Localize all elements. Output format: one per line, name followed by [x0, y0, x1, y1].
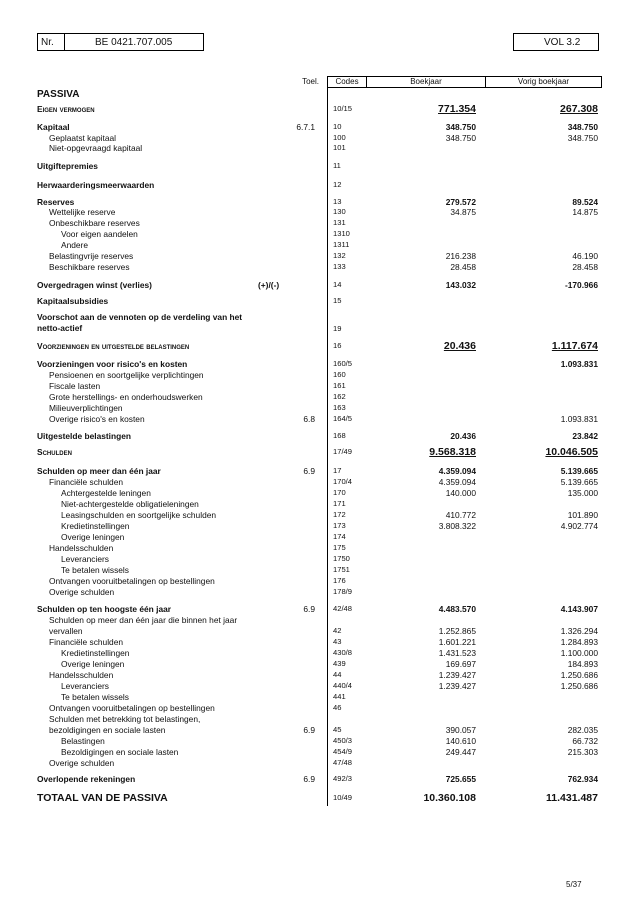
row-code: 492/3 [333, 774, 353, 783]
nr-label: Nr. [41, 37, 54, 48]
value-boekjaar: 140.000 [445, 488, 476, 498]
table-row [0, 587, 638, 597]
value-boekjaar: 169.697 [445, 659, 476, 669]
row-code: 44 [333, 670, 342, 679]
row-label: Schulden op meer dan één jaar [37, 466, 161, 476]
value-boekjaar: 34.875 [450, 207, 476, 217]
row-code: 47/48 [333, 758, 353, 767]
form-code-box [513, 33, 599, 51]
row-code: 130 [333, 207, 346, 216]
table-row [0, 392, 638, 402]
value-vorig-boekjaar: 1.093.831 [560, 414, 598, 424]
row-code: 450/3 [333, 736, 353, 745]
table-row [0, 197, 638, 207]
table-row [0, 359, 638, 369]
value-boekjaar: 348.750 [445, 122, 476, 132]
table-row [0, 312, 638, 334]
row-label: Uitgestelde belastingen [37, 431, 132, 441]
table-row [0, 431, 638, 441]
row-code: 42/48 [333, 604, 353, 613]
row-label: Voorzieningen voor risico's en kosten [37, 359, 188, 369]
row-label: Leveranciers [61, 681, 109, 691]
table-row [0, 576, 638, 586]
value-vorig-boekjaar: 4.902.774 [560, 521, 598, 531]
row-label: Overige schulden [49, 587, 115, 597]
table-row [0, 637, 638, 647]
table-row [0, 543, 638, 553]
row-code: 173 [333, 521, 346, 530]
row-label: Ontvangen vooruitbetalingen op bestellingen [49, 703, 215, 713]
table-row [0, 747, 638, 757]
value-boekjaar: 4.359.094 [438, 466, 476, 476]
row-label: Handelsschulden [49, 670, 114, 680]
table-row [0, 670, 638, 680]
row-code: 441 [333, 692, 346, 701]
value-vorig-boekjaar: 348.750 [567, 122, 598, 132]
row-label: Ontvangen vooruitbetalingen op bestellingen [49, 576, 215, 586]
value-vorig-boekjaar: 28.458 [572, 262, 598, 272]
value-vorig-boekjaar: 282.035 [567, 725, 598, 735]
row-code: 1750 [333, 554, 350, 563]
table-row [0, 251, 638, 261]
row-code: 1751 [333, 565, 350, 574]
value-boekjaar: 1.239.427 [438, 670, 476, 680]
row-label: Kapitaalsubsidies [37, 296, 109, 306]
value-vorig-boekjaar: 5.139.665 [560, 466, 598, 476]
row-label: Wettelijke reserve [49, 207, 116, 217]
row-label: Kredietinstellingen [61, 521, 130, 531]
row-label: Beschikbare reserves [49, 262, 130, 272]
value-vorig-boekjaar: 4.143.907 [560, 604, 598, 614]
table-row [0, 381, 638, 391]
row-label: Overige leningen [61, 659, 125, 669]
row-code: 160 [333, 370, 346, 379]
row-code: 171 [333, 499, 346, 508]
row-code: 10 [333, 122, 342, 131]
col-vorig-boekjaar: Vorig boekjaar [485, 76, 602, 88]
row-code: 19 [333, 324, 342, 333]
row-code: 13 [333, 197, 342, 206]
value-vorig-boekjaar: 1.093.831 [560, 359, 598, 369]
table-row [0, 414, 638, 424]
row-code: 131 [333, 218, 346, 227]
table-row [0, 692, 638, 702]
row-label: Herwaarderingsmeerwaarden [37, 180, 155, 190]
row-label: Schulden op ten hoogste één jaar [37, 604, 172, 614]
row-code: 133 [333, 262, 346, 271]
toelichting-ref: 6.9 [303, 604, 315, 614]
row-code: 1310 [333, 229, 350, 238]
row-code: 43 [333, 637, 342, 646]
value-boekjaar: 4.483.570 [438, 604, 476, 614]
row-code: 12 [333, 180, 342, 189]
company-number-box [64, 33, 204, 51]
value-vorig-boekjaar: 135.000 [567, 488, 598, 498]
row-code: 101 [333, 143, 346, 152]
col-boekjaar: Boekjaar [366, 76, 486, 88]
row-label: TOTAAL VAN DE PASSIVA [37, 792, 168, 804]
table-row [0, 161, 638, 171]
table-row [0, 122, 638, 132]
value-boekjaar: 20.436 [443, 340, 476, 352]
row-label: Te betalen wissels [61, 565, 129, 575]
value-boekjaar: 140.610 [445, 736, 476, 746]
row-label: Fiscale lasten [49, 381, 101, 391]
row-label: Kapitaal [37, 122, 70, 132]
row-code: 10/15 [333, 104, 353, 113]
row-code: 100 [333, 133, 346, 142]
value-vorig-boekjaar: 66.732 [572, 736, 598, 746]
row-label: Voorzieningen en uitgestelde belastingen [37, 341, 190, 351]
value-vorig-boekjaar: 1.326.294 [560, 626, 598, 636]
row-label: Geplaatst kapitaal [49, 133, 117, 143]
value-boekjaar: 279.572 [445, 197, 476, 207]
row-code: 440/4 [333, 681, 353, 690]
value-boekjaar: 1.239.427 [438, 681, 476, 691]
row-label: Niet-opgevraagd kapitaal [49, 143, 143, 153]
company-number: BE 0421.707.005 [95, 37, 173, 48]
row-label: Milieuverplichtingen [49, 403, 123, 413]
row-code: 17/49 [333, 447, 353, 456]
row-label: Te betalen wissels [61, 692, 129, 702]
toelichting-ref: 6.8 [303, 414, 315, 424]
table-row [0, 554, 638, 564]
table-row [0, 143, 638, 153]
value-boekjaar: 3.808.322 [438, 521, 476, 531]
row-code: 17 [333, 466, 342, 475]
row-code: 430/8 [333, 648, 353, 657]
table-row [0, 510, 638, 520]
table-row [0, 714, 638, 736]
table-row [0, 736, 638, 746]
toelichting-ref: 6.7.1 [296, 122, 315, 132]
value-boekjaar: 771.354 [438, 103, 476, 115]
page-number: 5/37 [566, 880, 582, 889]
row-label: Schulden met betrekking tot belastingen, [49, 714, 201, 724]
value-boekjaar: 725.655 [445, 774, 476, 784]
row-label: Belastingvrije reserves [49, 251, 134, 261]
table-row [0, 648, 638, 658]
row-code: 45 [333, 725, 342, 734]
row-label: Financiële schulden [49, 637, 124, 647]
row-label: Andere [61, 240, 89, 250]
row-code: 178/9 [333, 587, 353, 596]
row-label: Belastingen [61, 736, 105, 746]
table-row [0, 774, 638, 784]
row-code: 163 [333, 403, 346, 412]
table-row [0, 218, 638, 228]
row-label: Leasingschulden en soortgelijke schulden [61, 510, 217, 520]
value-vorig-boekjaar: 5.139.665 [560, 477, 598, 487]
table-row [0, 604, 638, 614]
table-row [0, 488, 638, 498]
row-label: Overige schulden [49, 758, 115, 768]
table-row [0, 615, 638, 637]
row-label: Voorschot aan de vennoten op de verdeling van het [37, 312, 243, 322]
row-label: Bezoldigingen en sociale lasten [61, 747, 179, 757]
row-label: Uitgiftepremies [37, 161, 98, 171]
value-vorig-boekjaar: 14.875 [572, 207, 598, 217]
row-code: 14 [333, 280, 342, 289]
row-label: Handelsschulden [49, 543, 114, 553]
value-boekjaar: 390.057 [445, 725, 476, 735]
table-row [0, 758, 638, 768]
row-code: 170/4 [333, 477, 353, 486]
row-label: Overige leningen [61, 532, 125, 542]
toelichting-ref: 6.9 [303, 466, 315, 476]
value-vorig-boekjaar: 46.190 [572, 251, 598, 261]
row-code: 46 [333, 703, 342, 712]
row-label-continued: bezoldigingen en sociale lasten [49, 725, 166, 735]
row-label: Pensioenen en soortgelijke verplichtingen [49, 370, 204, 380]
table-row [0, 229, 638, 239]
row-label: Overgedragen winst (verlies) [37, 280, 152, 290]
table-row [0, 180, 638, 190]
table-row [0, 521, 638, 531]
value-vorig-boekjaar: 762.934 [567, 774, 598, 784]
row-code: 175 [333, 543, 346, 552]
row-code: 42 [333, 626, 342, 635]
table-row [0, 659, 638, 669]
table-row [0, 403, 638, 413]
row-code: 454/9 [333, 747, 353, 756]
row-code: 10/49 [333, 793, 353, 802]
table-row [0, 104, 638, 114]
row-label: Schulden op meer dan één jaar die binnen het jaar [49, 615, 238, 625]
table-row [0, 370, 638, 380]
value-vorig-boekjaar: 11.431.487 [546, 792, 598, 804]
value-vorig-boekjaar: 215.303 [567, 747, 598, 757]
value-vorig-boekjaar: 23.842 [572, 431, 598, 441]
row-label: Onbeschikbare reserves [49, 218, 140, 228]
value-vorig-boekjaar: 184.893 [567, 659, 598, 669]
value-vorig-boekjaar: 1.250.686 [560, 670, 598, 680]
row-code: 439 [333, 659, 346, 668]
row-label: Eigen vermogen [37, 104, 95, 114]
row-label: Schulden [37, 447, 72, 457]
row-label: Niet-achtergestelde obligatieleningen [61, 499, 199, 509]
row-label: Voor eigen aandelen [61, 229, 138, 239]
table-row [0, 296, 638, 306]
row-code: 176 [333, 576, 346, 585]
value-boekjaar: 1.431.523 [438, 648, 476, 658]
table-row [0, 499, 638, 509]
sign-indicator: (+)/(-) [258, 280, 280, 290]
row-label: Reserves [37, 197, 75, 207]
table-row [0, 565, 638, 575]
row-code: 160/5 [333, 359, 353, 368]
value-vorig-boekjaar: -170.966 [564, 280, 598, 290]
row-code: 161 [333, 381, 346, 390]
row-code: 168 [333, 431, 346, 440]
value-boekjaar: 20.436 [450, 431, 476, 441]
table-row [0, 262, 638, 272]
value-vorig-boekjaar: 1.117.674 [551, 340, 598, 352]
table-row [0, 532, 638, 542]
value-vorig-boekjaar: 89.524 [572, 197, 598, 207]
row-label-continued: vervallen [49, 626, 83, 636]
value-boekjaar: 216.238 [445, 251, 476, 261]
table-row [0, 240, 638, 250]
table-row [0, 133, 638, 143]
value-vorig-boekjaar: 348.750 [567, 133, 598, 143]
value-vorig-boekjaar: 101.890 [567, 510, 598, 520]
value-boekjaar: 1.601.221 [438, 637, 476, 647]
table-row [0, 703, 638, 713]
value-boekjaar: 143.032 [445, 280, 476, 290]
row-code: 170 [333, 488, 346, 497]
row-label: Financiële schulden [49, 477, 124, 487]
row-code: 11 [333, 161, 341, 170]
col-codes: Codes [327, 76, 367, 88]
col-toel: Toel. [302, 77, 319, 86]
toelichting-ref: 6.9 [303, 774, 315, 784]
value-boekjaar: 410.772 [445, 510, 476, 520]
row-code: 1311 [333, 240, 350, 249]
form-code: VOL 3.2 [544, 37, 581, 48]
row-label: Leveranciers [61, 554, 109, 564]
row-code: 174 [333, 532, 346, 541]
row-label: Achtergestelde leningen [61, 488, 151, 498]
row-label-continued: netto-actief [37, 323, 83, 333]
page-title: PASSIVA [37, 89, 80, 100]
value-vorig-boekjaar: 1.250.686 [560, 681, 598, 691]
value-vorig-boekjaar: 1.100.000 [560, 648, 598, 658]
row-code: 15 [333, 296, 342, 305]
value-boekjaar: 4.359.094 [438, 477, 476, 487]
row-label: Kredietinstellingen [61, 648, 130, 658]
value-boekjaar: 249.447 [445, 747, 476, 757]
toelichting-ref: 6.9 [303, 725, 315, 735]
value-vorig-boekjaar: 267.308 [560, 103, 598, 115]
value-vorig-boekjaar: 1.284.893 [560, 637, 598, 647]
value-boekjaar: 348.750 [445, 133, 476, 143]
table-row [0, 477, 638, 487]
table-row [0, 793, 638, 803]
value-boekjaar: 10.360.108 [423, 792, 476, 804]
table-row [0, 341, 638, 351]
table-row [0, 447, 638, 457]
table-row [0, 681, 638, 691]
table-row [0, 280, 638, 290]
row-code: 172 [333, 510, 346, 519]
row-code: 132 [333, 251, 346, 260]
value-vorig-boekjaar: 10.046.505 [545, 446, 598, 458]
row-label: Grote herstellings- en onderhoudswerken [49, 392, 203, 402]
table-row [0, 466, 638, 476]
row-code: 162 [333, 392, 346, 401]
row-label: Overlopende rekeningen [37, 774, 136, 784]
row-label: Overige risico's en kosten [49, 414, 145, 424]
value-boekjaar: 9.568.318 [429, 446, 476, 458]
row-code: 16 [333, 341, 342, 350]
nr-box [37, 33, 65, 51]
value-boekjaar: 1.252.865 [438, 626, 476, 636]
value-boekjaar: 28.458 [450, 262, 476, 272]
row-code: 164/5 [333, 414, 353, 423]
table-row [0, 207, 638, 217]
